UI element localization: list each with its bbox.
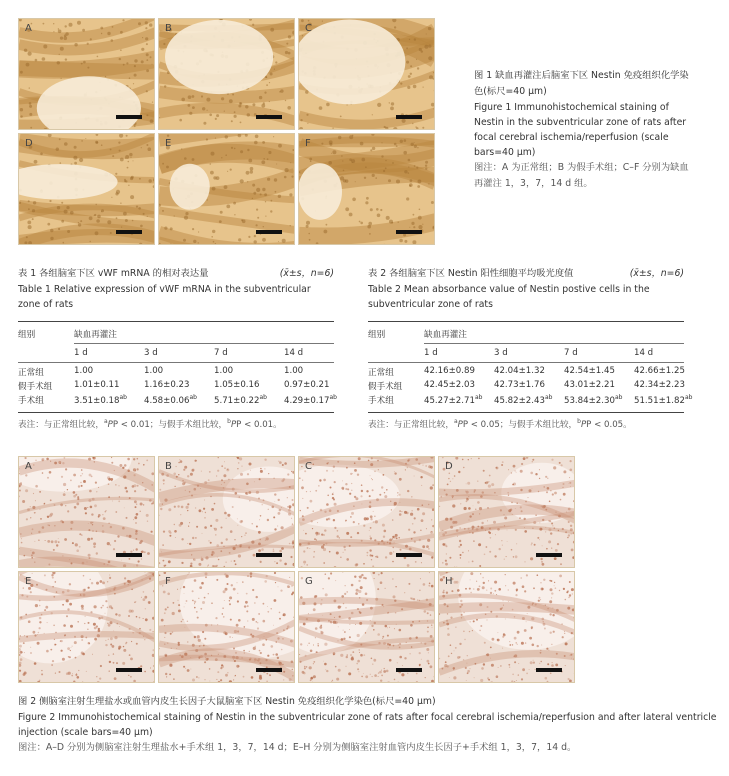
- figure-2-panel-label: G: [305, 576, 313, 587]
- table-cell: 1.05±0.16: [214, 380, 260, 390]
- figure-2-panel-label: E: [25, 576, 32, 587]
- table-2: [368, 266, 684, 312]
- scale-bar: [116, 115, 142, 119]
- figure-1-note: 图注：A 为正常组；B 为假手术组；C–F 分别为缺血再灌注 1，3，7，14 d 组。: [474, 162, 689, 189]
- scale-bar: [396, 115, 422, 119]
- scale-bar: [256, 115, 282, 119]
- figure-2-note: 图注：A–D 分别为侧脑室注射生理盐水+手术组 1，3，7，14 d；E–H 分别为侧脑室注射血管内皮生长因子+手术组 1，3，7，14 d。: [18, 742, 577, 753]
- figure-1-panel-label: C: [305, 23, 312, 34]
- table-cell: 5.71±0.22$^{ab}$: [214, 394, 267, 406]
- table-cell: 45.27±2.71$^{ab}$: [424, 394, 483, 406]
- figure-2-panel-b: [158, 456, 295, 568]
- figure-2-caption-zh: 图 2 侧脑室注射生理盐水或血管内皮生长因子大鼠脑室下区 Nestin 免疫组织化学染色(标尺=40 μm): [18, 696, 436, 707]
- figure-2-caption-en: Figure 2 Immunohistochemical staining of Nestin in the subventricular zone of rats after focal cerebral ischemia/reperfusion and after lateral ventricle injection (scale bars=40 μm): [18, 712, 717, 738]
- table-1-header-group: 组别: [18, 330, 36, 340]
- scale-bar: [116, 553, 142, 557]
- figure-2-caption: [18, 694, 718, 756]
- table-cell: 1.00: [74, 366, 94, 376]
- table-2-note: 表注：与正常组比较，$^a$PP < 0.05；与假手术组比较，$^b$PP < 0.05。: [368, 418, 632, 430]
- figure-2-panel-c: [298, 456, 435, 568]
- table-cell: 1.00: [144, 366, 164, 376]
- figure-2-panel-a: [18, 456, 155, 568]
- table-2-header-span: 缺血再灌注: [424, 330, 467, 340]
- scale-bar: [396, 553, 422, 557]
- day-header: 14 d: [284, 348, 304, 358]
- scale-bar: [116, 230, 142, 234]
- table-cell: 1.00: [284, 366, 304, 376]
- figure-2-panel-h: [438, 571, 575, 683]
- scale-bar: [256, 230, 282, 234]
- table-cell: 42.16±0.89: [424, 366, 475, 376]
- day-header: 1 d: [74, 348, 88, 358]
- figure-2-panel-label: H: [445, 576, 453, 587]
- table-2-stat: (x̄±s，n=6): [629, 268, 684, 279]
- figure-2-panel-label: C: [305, 461, 312, 472]
- figure-1-panel-d: [18, 133, 155, 245]
- table-cell: 1.00: [214, 366, 234, 376]
- scale-bar: [256, 668, 282, 672]
- table-row-group: 手术组: [18, 396, 44, 406]
- table-cell: 42.73±1.76: [494, 380, 545, 390]
- table-cell: 43.01±2.21: [564, 380, 615, 390]
- scale-bar: [536, 668, 562, 672]
- scale-bar: [396, 668, 422, 672]
- table-cell: 42.45±2.03: [424, 380, 475, 390]
- figure-1-caption-zh: 图 1 缺血再灌注后脑室下区 Nestin 免疫组织化学染色(标尺=40 μm): [474, 70, 689, 97]
- day-header: 3 d: [144, 348, 158, 358]
- figure-1-panel-e: [158, 133, 295, 245]
- day-header: 7 d: [214, 348, 228, 358]
- figure-1-panel-label: D: [25, 138, 33, 149]
- table-cell: 42.66±1.25: [634, 366, 685, 376]
- figure-1-panel-label: F: [305, 138, 311, 149]
- figure-2-panel-label: D: [445, 461, 453, 472]
- table-cell: 1.16±0.23: [144, 380, 190, 390]
- day-header: 3 d: [494, 348, 508, 358]
- figure-1-panel-a: [18, 18, 155, 130]
- table-cell: 3.51±0.18$^{ab}$: [74, 394, 127, 406]
- table-2-title-en: Table 2 Mean absorbance value of Nestin postive cells in the subventricular zone of rats: [368, 284, 650, 310]
- table-1-note: 表注：与正常组比较，$^a$PP < 0.01；与假手术组比较，$^b$PP < 0.01。: [18, 418, 282, 430]
- scale-bar: [256, 553, 282, 557]
- figure-1-panel-b: [158, 18, 295, 130]
- table-1: [18, 266, 334, 312]
- table-row-group: 正常组: [18, 368, 44, 378]
- day-header: 1 d: [424, 348, 438, 358]
- table-2-title-zh: 表 2 各组脑室下区 Nestin 阳性细胞平均吸光度值: [368, 268, 574, 279]
- table-row-group: 假手术组: [18, 382, 53, 392]
- day-header: 14 d: [634, 348, 654, 358]
- table-cell: 42.54±1.45: [564, 366, 615, 376]
- figure-2-panel-f: [158, 571, 295, 683]
- table-row-group: 手术组: [368, 396, 394, 406]
- figure-2-panel-d: [438, 456, 575, 568]
- figure-1-panel-label: A: [25, 23, 32, 34]
- table-cell: 4.29±0.17$^{ab}$: [284, 394, 337, 406]
- figure-2-panel-label: B: [165, 461, 172, 472]
- table-row-group: 正常组: [368, 368, 394, 378]
- table-cell: 1.01±0.11: [74, 380, 120, 390]
- figure-2-panel-label: F: [165, 576, 171, 587]
- table-1-title-en: Table 1 Relative expression of vWF mRNA in the subventricular zone of rats: [18, 284, 311, 310]
- figure-1-caption-en: Figure 1 Immunohistochemical staining of Nestin in the subventricular zone of rats after focal cerebral ischemia/reperfusion (scale bars=40 μm): [474, 102, 687, 158]
- table-row-group: 假手术组: [368, 382, 403, 392]
- table-cell: 0.97±0.21: [284, 380, 330, 390]
- table-cell: 51.51±1.82$^{ab}$: [634, 394, 693, 406]
- figure-1-panel-label: E: [165, 138, 172, 149]
- table-1-header-span: 缺血再灌注: [74, 330, 117, 340]
- figure-1-panel-label: B: [165, 23, 172, 34]
- figure-2-panel-g: [298, 571, 435, 683]
- figure-1-caption: [474, 68, 689, 192]
- figure-2-panel-e: [18, 571, 155, 683]
- table-cell: 45.82±2.43$^{ab}$: [494, 394, 553, 406]
- table-1-stat: (x̄±s，n=6): [279, 268, 334, 279]
- day-header: 7 d: [564, 348, 578, 358]
- figure-2-panel-label: A: [25, 461, 32, 472]
- scale-bar: [396, 230, 422, 234]
- scale-bar: [536, 553, 562, 557]
- table-cell: 4.58±0.06$^{ab}$: [144, 394, 197, 406]
- table-1-title-zh: 表 1 各组脑室下区 vWF mRNA 的相对表达量: [18, 268, 209, 279]
- table-cell: 42.34±2.23: [634, 380, 685, 390]
- scale-bar: [116, 668, 142, 672]
- table-2-header-group: 组别: [368, 330, 386, 340]
- figure-1-panel-c: [298, 18, 435, 130]
- table-cell: 42.04±1.32: [494, 366, 545, 376]
- figure-1-panel-f: [298, 133, 435, 245]
- table-cell: 53.84±2.30$^{ab}$: [564, 394, 623, 406]
